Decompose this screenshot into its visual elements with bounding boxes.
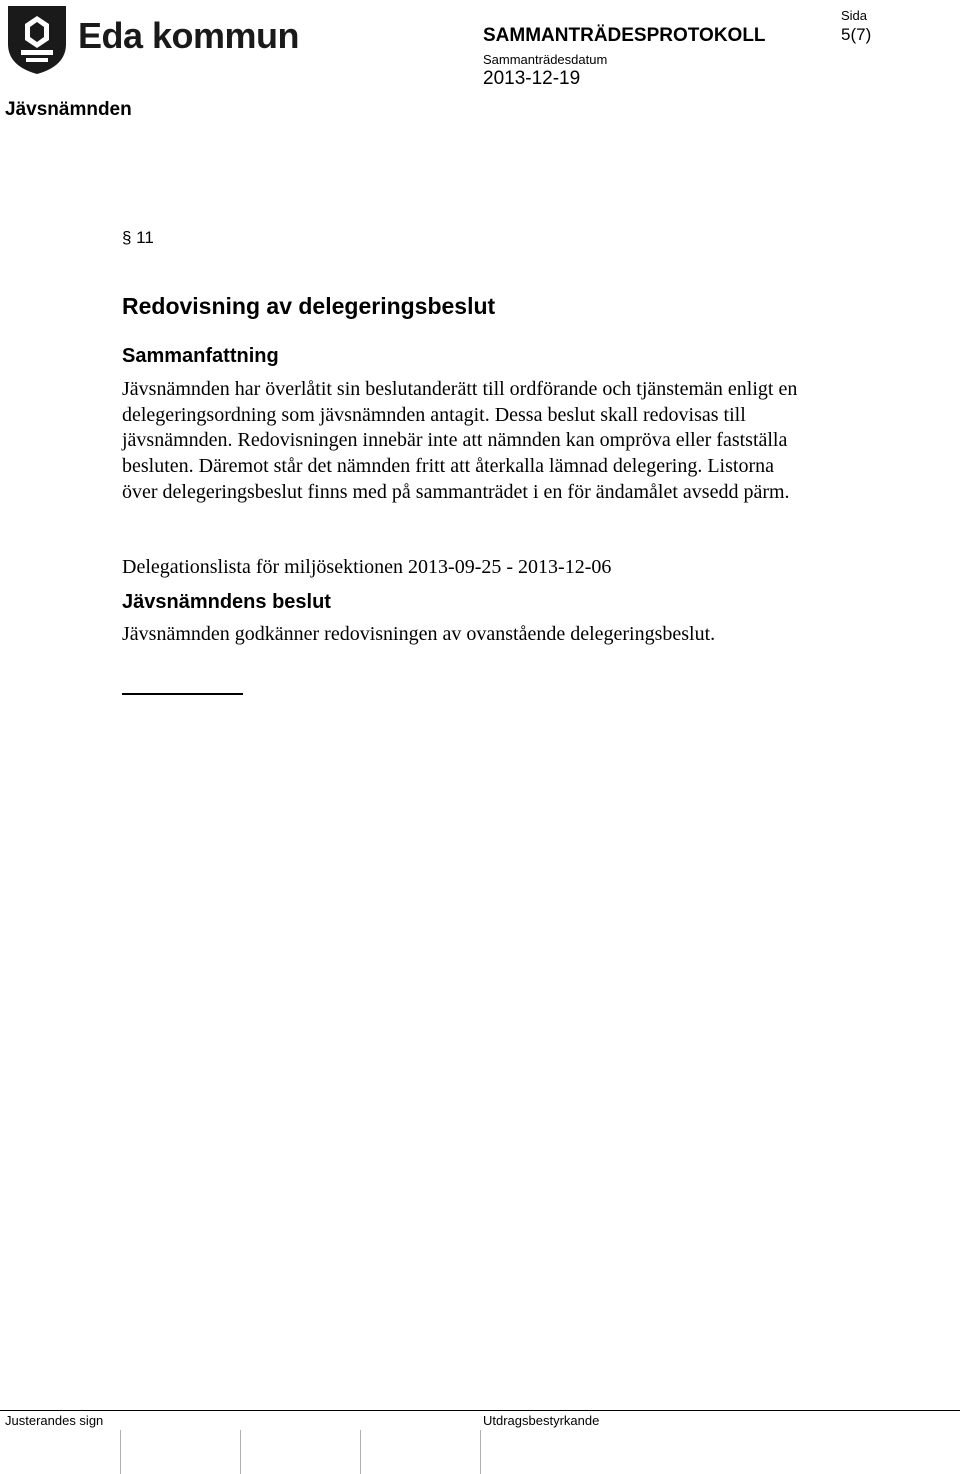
- page-label: Sida: [841, 8, 868, 23]
- signature-box-divider: [120, 1430, 121, 1474]
- page-number: 5(7): [841, 25, 872, 44]
- section-title: Redovisning av delegeringsbeslut: [122, 293, 496, 319]
- meeting-date-label: Sammanträdesdatum: [483, 52, 608, 67]
- committee-name: Jävsnämnden: [5, 99, 132, 120]
- section-end-rule: [122, 693, 243, 695]
- signature-box-divider: [480, 1430, 481, 1474]
- brand-name: Eda kommun: [78, 15, 300, 56]
- paragraph-number: § 11: [122, 228, 154, 247]
- adjuster-sign-label: Justerandes sign: [5, 1413, 104, 1428]
- delegation-list-text: Delegationslista för miljösektionen 2013-09-25 - 2013-12-06: [122, 556, 612, 578]
- meeting-date: 2013-12-19: [483, 68, 581, 89]
- signature-box-divider: [240, 1430, 241, 1474]
- municipality-crest-logo: [6, 4, 68, 76]
- signature-box-divider: [360, 1430, 361, 1474]
- extract-certification-label: Utdragsbestyrkande: [483, 1413, 600, 1428]
- summary-text: Jävsnämnden har överlåtit sin beslutanderätt till ordförande och tjänstemän enligt en delegeringsordning som jävsnämnden antagit. Dessa beslut skall redovisas till jävsnämnden. Redovisningen innebär inte att nämnden kan ompröva eller fastställa besluten. Däremot står det nämnden fritt att återkalla lämnad delegering. Listorna över delegeringsbeslut finns med på sammanträdet i en för ändamålet avsedd pärm.: [122, 378, 798, 503]
- summary-heading: Sammanfattning: [122, 345, 279, 367]
- footer-divider: [0, 1410, 960, 1411]
- decision-heading: Jävsnämndens beslut: [122, 591, 331, 613]
- document-title: SAMMANTRÄDESPROTOKOLL: [483, 25, 766, 46]
- decision-text: Jävsnämnden godkänner redovisningen av ovanstående delegeringsbeslut.: [122, 623, 716, 645]
